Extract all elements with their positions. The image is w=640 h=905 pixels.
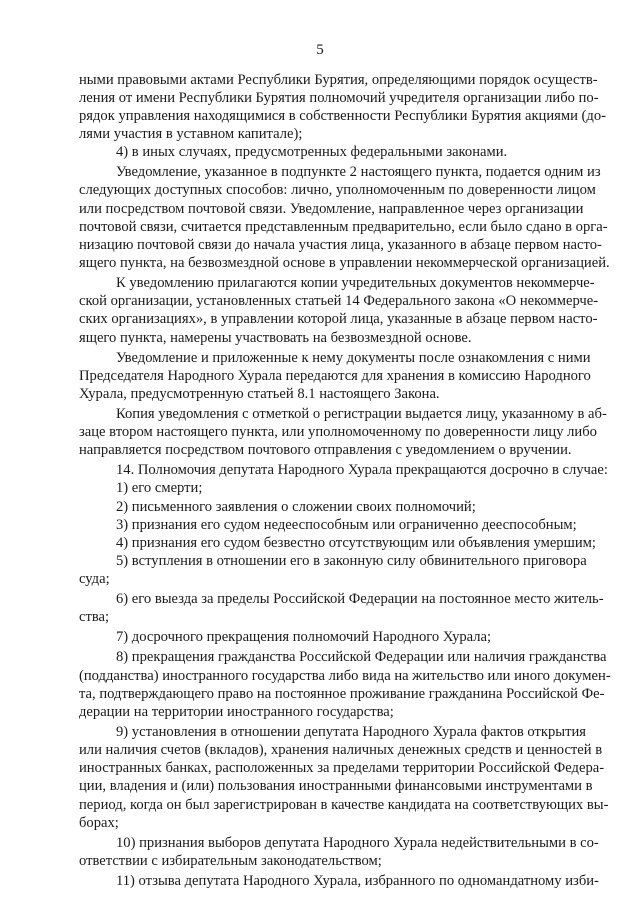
text-line: ответствии с избирательным законодательством; bbox=[79, 853, 382, 869]
text-line: 10) признания выборов депутата Народного Хурала недействительными в со- bbox=[116, 835, 599, 851]
text-line: почтовой связи, считается представленным предварительно, если было сдано в орга- bbox=[79, 219, 608, 235]
text-line: Уведомление и приложенные к нему документы после ознакомления с ними bbox=[116, 350, 591, 366]
text-line: 11) отзыва депутата Народного Хурала, избранного по одномандатному изби- bbox=[116, 873, 599, 889]
text-line: Председателя Народного Хурала передаются для хранения в комиссию Народного bbox=[79, 368, 591, 384]
text-line: борах; bbox=[79, 815, 119, 831]
text-line: ящего пункта, на безвозмездной основе в управлении некоммерческой организацией. bbox=[79, 255, 610, 271]
text-line: (подданства) иностранного государства либо вида на жительство или иного докумен- bbox=[79, 668, 611, 684]
text-line: Копия уведомления с отметкой о регистрации выдается лицу, указанному в аб- bbox=[116, 406, 607, 422]
text-line: 6) его выезда за пределы Российской Федерации на постоянное место житель- bbox=[116, 591, 604, 607]
text-line: 1) его смерти; bbox=[116, 480, 203, 496]
text-line: ления от имени Республики Бурятия полномочий учредителя организации либо по- bbox=[79, 90, 599, 106]
text-line: 4) в иных случаях, предусмотренных федеральными законами. bbox=[116, 144, 508, 160]
text-line: ящего пункта, намерены участвовать на безвозмездной основе. bbox=[79, 330, 472, 346]
text-line: ской организации, установленных статьей 14 Федерального закона «О некоммерче- bbox=[79, 293, 599, 309]
text-line: ными правовыми актами Республики Бурятия, определяющими порядок осуществ- bbox=[79, 72, 598, 88]
text-line: Хурала, предусмотренную статьей 8.1 настоящего Закона. bbox=[79, 386, 440, 402]
text-line: рядок управления находящимися в собственности Республики Бурятия акциями (до- bbox=[79, 108, 606, 124]
text-line: 9) установления в отношении депутата Народного Хурала фактов открытия bbox=[116, 724, 587, 740]
text-line: К уведомлению прилагаются копии учредительных документов некоммерче- bbox=[116, 275, 595, 291]
text-line: ции, владения и (или) пользования иностранными финансовыми инструментами в bbox=[79, 778, 593, 794]
text-line: 14. Полномочия депутата Народного Хурала прекращаются досрочно в случае: bbox=[116, 462, 608, 478]
text-line: иностранных банках, расположенных за пределами территории Российской Федера- bbox=[79, 760, 605, 776]
text-line: 4) признания его судом безвестно отсутствующим или объявления умершим; bbox=[116, 535, 596, 551]
text-line: лями участия в уставном капитале); bbox=[79, 126, 303, 142]
text-line: заце втором настоящего пункта, или уполномоченному по доверенности лицу либо bbox=[79, 424, 597, 440]
page-number: 5 bbox=[316, 42, 324, 58]
text-line: или посредством почтовой связи. Уведомление, направленное через организации bbox=[79, 201, 584, 217]
text-line: та, подтверждающего право на постоянное проживание гражданина Российской Фе- bbox=[79, 686, 605, 702]
text-line: низацию почтовой связи до начала участия лица, указанного в абзаце первом насто- bbox=[79, 237, 602, 253]
text-line: период, когда он был зарегистрирован в качестве кандидата на соответствующих вы- bbox=[79, 797, 609, 813]
text-line: или наличия счетов (вкладов), хранения наличных денежных средств и ценностей в bbox=[79, 742, 603, 758]
text-line: ских организациях», в управлении которой лица, указанные в абзаце первом насто- bbox=[79, 311, 598, 327]
text-line: направляется посредством почтового отправления с уведомлением о вручении. bbox=[79, 442, 572, 458]
text-line: 3) признания его судом недееспособным или ограниченно дееспособным; bbox=[116, 517, 577, 533]
text-line: суда; bbox=[79, 571, 110, 587]
text-line: дерации на территории иностранного государства; bbox=[79, 704, 394, 720]
text-line: Уведомление, указанное в подпункте 2 настоящего пункта, подается одним из bbox=[116, 164, 601, 180]
text-line: 2) письменного заявления о сложении своих полномочий; bbox=[116, 499, 476, 515]
text-line: 7) досрочного прекращения полномочий Народного Хурала; bbox=[116, 629, 492, 645]
text-line: 5) вступления в отношении его в законную силу обвинительного приговора bbox=[116, 553, 587, 569]
text-line: следующих доступных способов: лично, уполномоченным по доверенности лицом bbox=[79, 182, 596, 198]
text-line: ства; bbox=[79, 609, 110, 625]
text-line: 8) прекращения гражданства Российской Федерации или наличия гражданства bbox=[116, 649, 607, 665]
